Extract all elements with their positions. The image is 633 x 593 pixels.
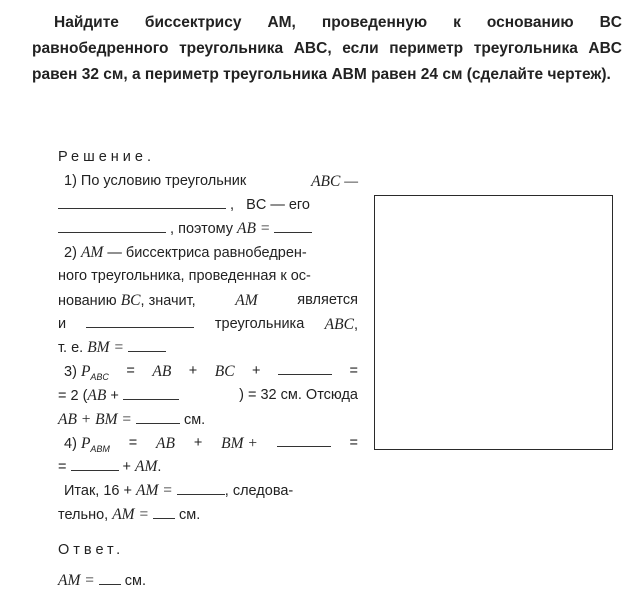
step-2-line-3 <box>58 289 358 313</box>
eq-sign: = <box>349 363 358 380</box>
blank-abm-term[interactable] <box>277 432 331 447</box>
step-2-text-1: — биссектриса равнобедрен- <box>107 245 307 262</box>
step-2-ie: т. е. <box>58 340 84 357</box>
ab-eq-label: AB = <box>237 220 271 238</box>
ab-plus-bm-label: AB + BM = <box>58 410 132 428</box>
blank-am-role[interactable] <box>86 313 194 328</box>
step-2-text-2: нованию <box>58 292 117 309</box>
step-3-num: 3) <box>64 364 77 381</box>
blank-abm-sum[interactable] <box>71 456 119 471</box>
drawing-box[interactable] <box>374 195 613 450</box>
step-3-line-2 <box>58 384 358 408</box>
plus-sign: + <box>188 363 198 380</box>
step-1-line-1 <box>58 170 358 194</box>
perimeter-abc-sub: ABC <box>90 372 109 383</box>
answer-am-label: AM = <box>58 571 95 589</box>
answer-line <box>58 569 358 593</box>
blank-perimeter-term[interactable] <box>278 360 332 375</box>
bc-label: BC — его <box>246 196 310 213</box>
solution-heading: Решение. <box>58 149 155 165</box>
eq-sign: = <box>126 363 135 380</box>
step-2-num: 2) <box>64 245 77 262</box>
am-eq-label: AM = <box>112 505 149 523</box>
am-eq-label: AM = <box>136 482 173 500</box>
step-5-text-2: , следова- <box>224 483 294 500</box>
ab-label: AB <box>87 386 107 404</box>
step-2-line-2: ного треугольника, проведенная к ос- <box>58 267 311 284</box>
eq-two: = 2 ( <box>58 387 88 404</box>
perimeter-p: P <box>80 434 91 452</box>
plus-sign: + <box>252 363 261 380</box>
period: . <box>157 459 162 476</box>
step-2-line-4 <box>58 313 358 337</box>
step-3-text: ) = 32 см. Отсюда <box>239 386 358 403</box>
am-label: AM <box>80 244 104 262</box>
bc-label-2: BC <box>120 291 141 309</box>
perimeter-p: P <box>80 363 91 381</box>
step-2-and: и <box>58 315 67 332</box>
eq-sign: = <box>58 459 67 476</box>
answer-heading: Ответ. <box>58 541 125 558</box>
step-2-text-4: является <box>297 291 358 308</box>
perimeter-abm-sub: ABM <box>90 443 110 454</box>
am-label-2: AM <box>235 291 258 309</box>
step-3-line-3 <box>58 408 358 432</box>
eq-sign: = <box>349 434 358 451</box>
bm-eq-label: BM = <box>87 339 124 357</box>
solution-block <box>58 146 358 592</box>
blank-bc-role[interactable] <box>58 218 166 233</box>
blank-triangle-type[interactable] <box>58 194 226 209</box>
step-4-num: 4) <box>64 435 77 452</box>
step-5-line-1 <box>58 479 358 503</box>
am-label-3: AM <box>135 458 158 476</box>
step-1-text: 1) По условию треугольник <box>64 172 247 189</box>
step-3-line-1 <box>58 360 358 384</box>
bm-plus-label: BM + <box>221 434 258 452</box>
step-2-text-5: треугольника <box>214 315 305 332</box>
blank-ab-plus-bm[interactable] <box>136 409 180 424</box>
unit-cm: см. <box>179 506 201 523</box>
ab-label: AB <box>156 434 175 452</box>
step-1-line-3 <box>58 217 358 241</box>
step-1-therefore: , поэтому <box>170 221 234 238</box>
comma: , <box>230 196 235 213</box>
blank-answer[interactable] <box>99 570 121 585</box>
problem-statement: Найдите биссектрису AM, проведенную к основанию BC равнобедренного треугольника ABC, если периметр треугольника ABC равен 32 см, а периметр треугольника ABM равен 24 см (сделайте чертеж). <box>32 14 622 83</box>
step-5-text: Итак, 16 + <box>64 483 132 500</box>
plus-sign: + <box>122 459 131 476</box>
abc-label: ABC <box>324 315 354 333</box>
step-2-line-1 <box>58 241 358 265</box>
plus-sign: + <box>193 434 203 451</box>
bc-label-3: BC <box>214 363 235 381</box>
ab-label: AB <box>152 363 172 381</box>
blank-ab[interactable] <box>274 218 312 233</box>
plus-sign: + <box>110 387 119 404</box>
blank-am-equation[interactable] <box>177 480 225 495</box>
unit-cm: см. <box>124 572 147 589</box>
comma: , <box>353 316 358 333</box>
unit-cm: см. <box>183 411 206 428</box>
step-2-line-5 <box>58 336 358 360</box>
step-5-line-2 <box>58 503 358 527</box>
triangle-abc-label: ABC — <box>311 172 358 190</box>
blank-am-value[interactable] <box>153 504 175 519</box>
blank-bm[interactable] <box>128 337 166 352</box>
step-5-text-3: тельно, <box>58 506 109 523</box>
eq-sign: = <box>128 434 138 451</box>
step-4-line-2 <box>58 455 358 479</box>
blank-sum-term[interactable] <box>123 385 179 400</box>
step-1-line-2 <box>58 194 358 218</box>
step-2-text-3: , значит, <box>140 292 196 309</box>
step-4-line-1 <box>58 432 358 456</box>
